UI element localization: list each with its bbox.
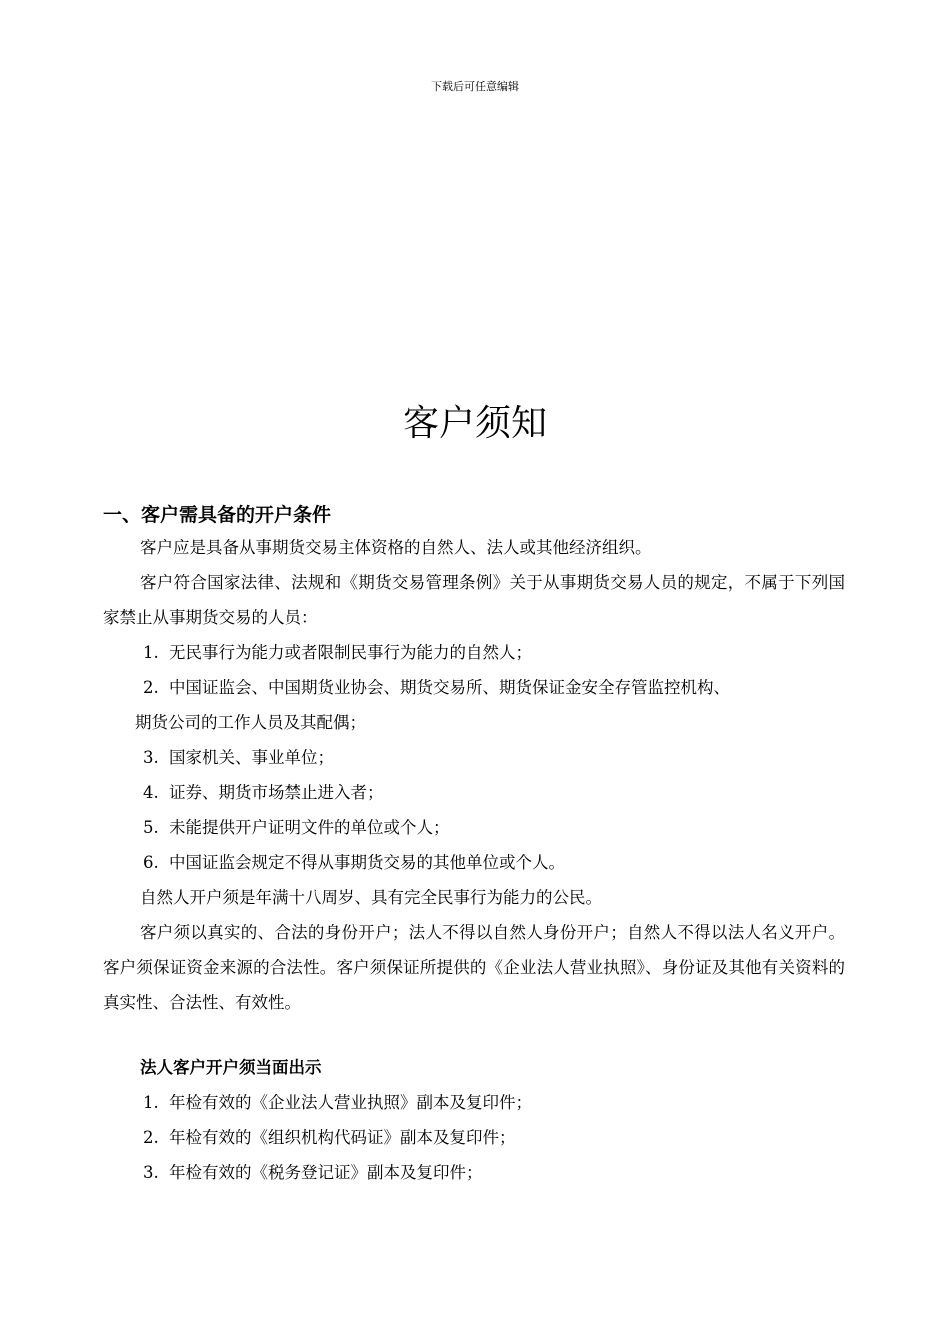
list-item-continuation: 期货公司的工作人员及其配偶； <box>135 713 366 732</box>
paragraph-identity: 客户须以真实的、合法的身份开户；法人不得以自然人身份开户；自然人不得以法人名义开户。客户须保证资金来源的合法性。客户须保证所提供的《企业法人营业执照》、身份证及其他有关资料的真实性、合法性、有效性。 <box>103 923 845 1012</box>
list-item-number: 5. <box>143 818 159 837</box>
list-item-text: 证券、期货市场禁止进入者； <box>169 783 384 802</box>
list-item-text: 中国证监会、中国期货业协会、期货交易所、期货保证金安全存管监控机构、 <box>169 678 730 697</box>
list-item-number: 1. <box>143 1093 159 1112</box>
document-title: 客户须知 <box>402 403 547 444</box>
paragraph-eligibility: 客户应是具备从事期货交易主体资格的自然人、法人或其他经济组织。 <box>140 538 652 557</box>
document-body <box>103 500 845 1190</box>
list-item-number: 4. <box>143 783 159 802</box>
list-item-text: 无民事行为能力或者限制民事行为能力的自然人； <box>169 643 532 662</box>
section-heading: 一、客户需具备的开户条件 <box>103 504 332 526</box>
list-item-number: 3. <box>143 1163 159 1182</box>
list-item <box>103 775 845 810</box>
legal-person-documents-list <box>103 1085 845 1190</box>
list-item-number: 3. <box>143 748 159 767</box>
legal-person-heading: 法人客户开户须当面出示 <box>140 1058 322 1077</box>
list-item <box>103 740 845 775</box>
prohibited-persons-list <box>103 635 845 880</box>
list-item-text: 国家机关、事业单位； <box>169 748 334 767</box>
paragraph-regulations: 客户符合国家法律、法规和《期货交易管理条例》关于从事期货交易人员的规定，不属于下列国家禁止从事期货交易的人员： <box>103 573 845 627</box>
list-item-text: 年检有效的《企业法人营业执照》副本及复印件； <box>169 1093 532 1112</box>
list-item-number: 1. <box>143 643 159 662</box>
list-item-number: 2. <box>143 678 159 697</box>
list-item <box>103 845 845 880</box>
header-note: 下载后可任意编辑 <box>431 80 519 93</box>
list-item <box>103 635 845 670</box>
list-item-number: 6. <box>143 853 159 872</box>
list-item-text: 年检有效的《税务登记证》副本及复印件； <box>169 1163 483 1182</box>
list-item <box>103 1155 845 1190</box>
list-item <box>103 1120 845 1155</box>
list-item-text: 未能提供开户证明文件的单位或个人； <box>169 818 450 837</box>
list-item-text: 中国证监会规定不得从事期货交易的其他单位或个人。 <box>169 853 565 872</box>
list-item <box>103 670 845 740</box>
list-item <box>103 810 845 845</box>
paragraph-natural-person: 自然人开户须是年满十八周岁、具有完全民事行为能力的公民。 <box>140 888 602 907</box>
list-item <box>103 1085 845 1120</box>
list-item-number: 2. <box>143 1128 159 1147</box>
list-item-text: 年检有效的《组织机构代码证》副本及复印件； <box>169 1128 516 1147</box>
spacer <box>103 1020 845 1050</box>
